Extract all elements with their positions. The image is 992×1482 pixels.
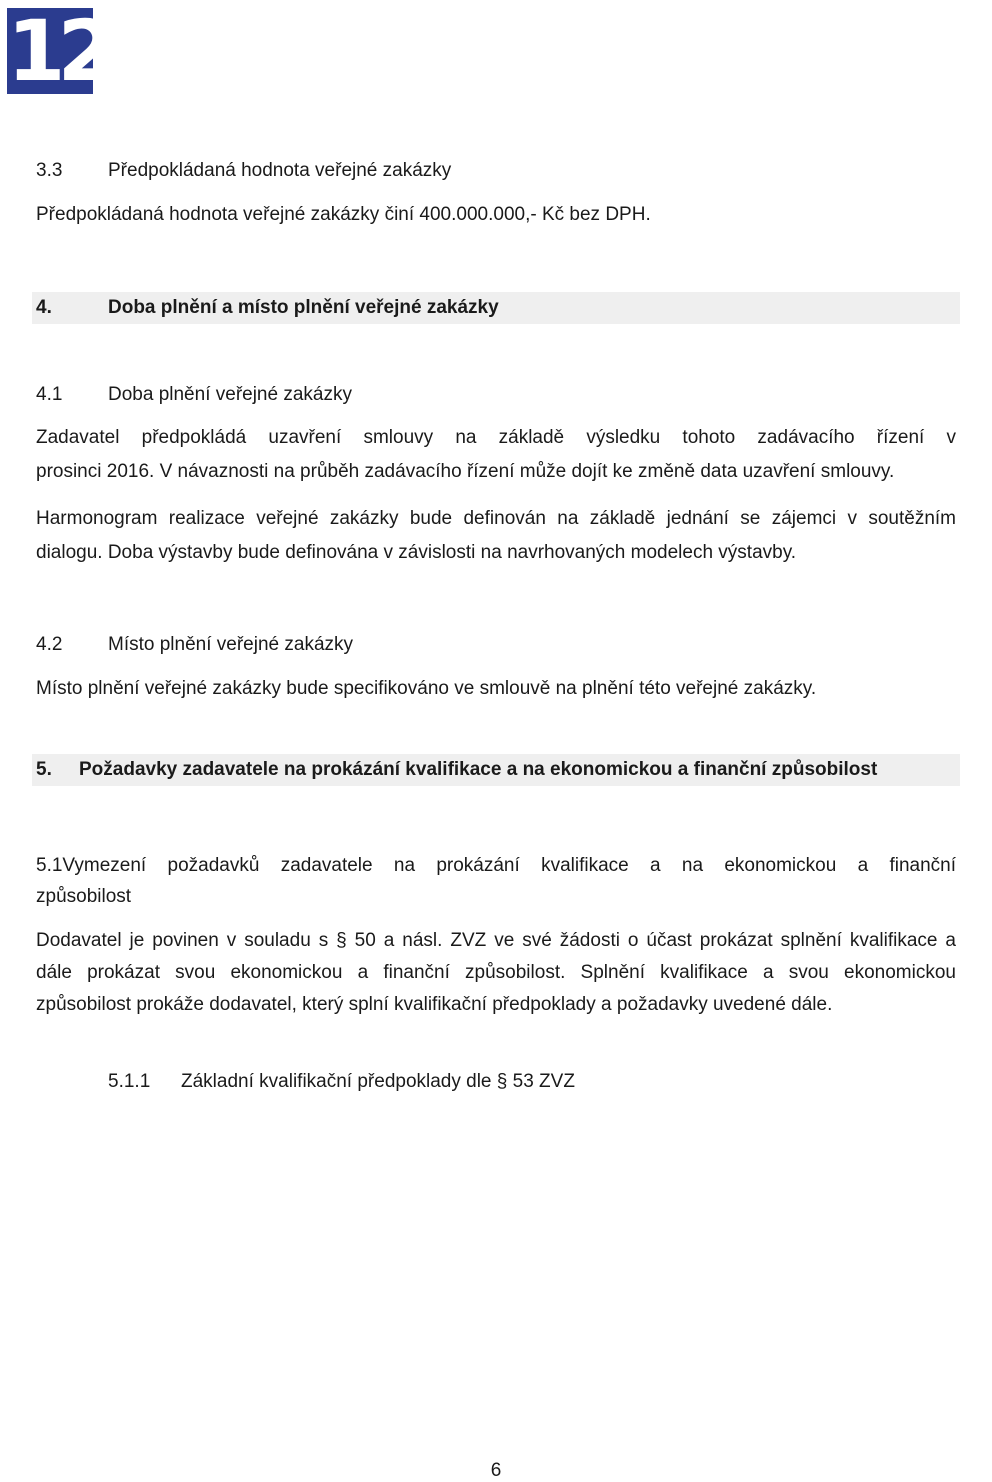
- section-4-1-paragraph-2-line-2: dialogu. Doba výstavby bude definována v závislosti na navrhovaných modelech výstavby.: [36, 542, 797, 563]
- section-4-2-text: Místo plnění veřejné zakázky bude specifikováno ve smlouvě na plnění této veřejné zakázky.: [36, 678, 817, 699]
- section-3-3-text: Předpokládaná hodnota veřejné zakázky činí 400.000.000,- Kč bez DPH.: [36, 204, 651, 225]
- section-5-1-paragraph-line-2: dále prokázat svou ekonomickou a finanční způsobilost. Splnění kvalifikace a svou ekonomickou: [36, 962, 956, 983]
- section-4-1-paragraph-1-line-2: prosinci 2016. V návaznosti na průběh zadávacího řízení může dojít ke změně data uzavření smlouvy.: [36, 461, 895, 482]
- section-5-heading: [32, 754, 960, 786]
- section-5-1-heading-line-1: [36, 854, 956, 878]
- section-title: Místo plnění veřejné zakázky: [108, 634, 354, 655]
- section-5-1-1-heading: [108, 1070, 575, 1094]
- section-4-1-heading: [36, 383, 956, 407]
- section-title: Požadavky zadavatele na prokázání kvalifikace a na ekonomickou a finanční způsobilost: [79, 759, 878, 780]
- section-title: Doba plnění a místo plnění veřejné zakázky: [108, 297, 499, 318]
- section-number: 5.1: [36, 855, 63, 876]
- section-number: 4.1: [36, 384, 63, 405]
- section-number: 4.2: [36, 634, 63, 655]
- section-4-heading: [32, 292, 960, 324]
- page-number: 6: [490, 1460, 502, 1481]
- section-number: 4.: [36, 297, 52, 318]
- section-3-3-heading: [36, 159, 956, 183]
- section-number: 3.3: [36, 160, 63, 181]
- section-title: Předpokládaná hodnota veřejné zakázky: [108, 160, 452, 181]
- section-number: 5.: [36, 759, 52, 780]
- section-number: 5.1.1: [108, 1071, 151, 1092]
- section-4-2-heading: [36, 633, 956, 657]
- section-title: Doba plnění veřejné zakázky: [108, 384, 352, 405]
- section-title: Základní kvalifikační předpoklady dle § 53 ZVZ: [181, 1071, 575, 1092]
- section-5-1-paragraph-line-1: Dodavatel je povinen v souladu s § 50 a násl. ZVZ ve své žádosti o účast prokázat splnění kvalifikace a: [36, 930, 956, 951]
- logo: 12: [7, 2, 108, 100]
- section-title: Vymezení požadavků zadavatele na prokázání kvalifikace a na ekonomickou a finanční: [62, 855, 956, 876]
- section-5-1-paragraph-line-3: způsobilost prokáže dodavatel, který splní kvalifikační předpoklady a požadavky uvedené dále.: [36, 994, 833, 1015]
- section-4-1-paragraph-1-line-1: Zadavatel předpokládá uzavření smlouvy na základě výsledku tohoto zadávacího řízení v: [36, 427, 956, 448]
- section-4-1-paragraph-2-line-1: Harmonogram realizace veřejné zakázky bude definován na základě jednání se zájemci v soutěžním: [36, 508, 956, 529]
- section-5-1-heading-line-2: způsobilost: [36, 886, 132, 907]
